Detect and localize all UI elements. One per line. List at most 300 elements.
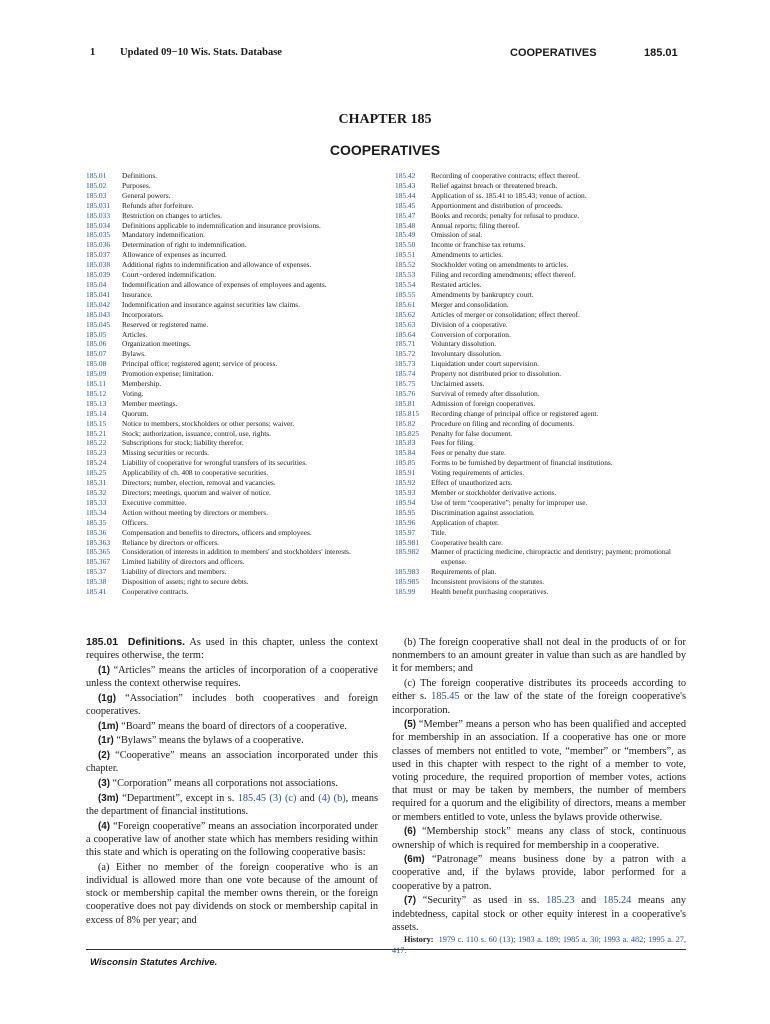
toc-entry[interactable] <box>395 508 695 518</box>
definition-text: “Association” includes both cooperatives and foreign cooperatives. <box>86 692 378 718</box>
toc-section-number[interactable]: 185.034 <box>86 220 111 230</box>
section-185-01-intro <box>86 636 378 662</box>
toc-section-title: Definitions applicable to indemnification and insurance provisions. <box>122 220 321 230</box>
toc-section-title: Annual reports; filing thereof. <box>431 220 520 230</box>
subsection-label: (2) <box>98 750 110 762</box>
toc-section-number[interactable]: 185.82 <box>395 418 416 428</box>
toc-section-title: Insurance. <box>122 289 153 299</box>
history-label: History: <box>404 935 434 945</box>
toc-section-title: Member meetings. <box>122 398 178 408</box>
definition-text: “Corporation” means all corporations not associations. <box>109 778 338 790</box>
toc-entry[interactable] <box>86 528 386 538</box>
toc-section-title: Cooperative contracts. <box>122 587 189 597</box>
toc-entry[interactable] <box>86 379 386 389</box>
toc-section-title: Penalty for false document. <box>431 428 513 438</box>
toc-section-title: Directors; number, election, removal and vacancies. <box>122 478 276 488</box>
toc-section-title: Principal office; registered agent; service of process. <box>122 359 278 369</box>
toc-entry[interactable] <box>395 171 695 181</box>
definition-6 <box>392 825 686 851</box>
toc-section-number[interactable]: 185.035 <box>86 230 111 240</box>
toc-section-number[interactable]: 185.06 <box>86 339 107 349</box>
toc-section-title: Recording of cooperative contracts; effect thereof. <box>431 171 580 180</box>
toc-entry[interactable] <box>395 270 695 280</box>
subsection-label: (3m) <box>98 792 119 804</box>
toc-entry[interactable] <box>395 290 695 300</box>
toc-section-number[interactable]: 185.22 <box>86 438 107 448</box>
toc-section-number[interactable]: 185.042 <box>86 299 111 309</box>
page-number: 1 <box>90 47 96 58</box>
toc-section-number[interactable]: 185.03 <box>86 190 107 200</box>
toc-section-title: Filing and recording amendments; effect thereof. <box>431 270 576 280</box>
toc-section-number[interactable]: 185.51 <box>395 250 416 260</box>
toc-entry[interactable] <box>86 409 386 419</box>
running-section-title: COOPERATIVES <box>510 47 597 59</box>
toc-entry[interactable] <box>395 409 695 419</box>
database-version: Updated 09−10 Wis. Stats. Database <box>120 47 282 58</box>
toc-section-number[interactable]: 185.043 <box>86 309 111 319</box>
toc-entry[interactable] <box>395 379 695 389</box>
toc-section-title: Reserved or registered name. <box>122 319 209 329</box>
toc-entry[interactable] <box>86 330 386 340</box>
toc-section-title: Missing securities or records. <box>122 448 210 458</box>
toc-section-title: Consideration of interests in addition to members' and stockholders' interests. <box>122 547 351 557</box>
toc-section-number[interactable]: 185.05 <box>86 329 107 339</box>
toc-section-number[interactable]: 185.42 <box>395 171 416 180</box>
toc-section-title: Member or stockholder derivative actions. <box>431 488 557 497</box>
toc-section-title: Restated articles. <box>431 279 482 289</box>
toc-section-number[interactable]: 185.49 <box>395 230 416 240</box>
toc-section-number[interactable]: 185.08 <box>86 359 107 369</box>
definition-text: , means the department of financial institutions. <box>86 792 378 817</box>
paragraph-b: (b) The foreign cooperative shall not deal in the products of or for nonmembers to an amount greater in value than such as are handled by it for members; and <box>392 637 686 675</box>
toc-entry[interactable] <box>395 458 695 468</box>
toc-entry[interactable] <box>86 339 386 349</box>
subsection-label: (6m) <box>404 854 425 866</box>
toc-section-number[interactable]: 185.92 <box>395 478 416 488</box>
toc-section-number[interactable]: 185.21 <box>86 428 107 438</box>
toc-section-title: Organization meetings. <box>122 339 191 349</box>
toc-entry[interactable] <box>395 250 695 260</box>
toc-entry[interactable] <box>86 458 386 468</box>
toc-section-number[interactable]: 185.01 <box>86 171 107 180</box>
toc-section-title: Cooperative health care. <box>431 537 504 547</box>
toc-section-title: Limited liability of directors and officers. <box>122 557 245 567</box>
toc-section-title: Compensation and benefits to directors, officers and employees. <box>122 527 312 537</box>
definition-text: “Articles” means the articles of incorporation of a cooperative unless the context otherwise requires. <box>86 664 378 690</box>
toc-entry[interactable] <box>395 438 695 448</box>
toc-section-number[interactable]: 185.83 <box>395 438 416 448</box>
toc-entry[interactable] <box>395 389 695 399</box>
toc-section-title: Court−ordered indemnification. <box>122 270 217 280</box>
toc-entry[interactable] <box>86 250 386 260</box>
toc-section-title: Books and records; penalty for refusal to produce. <box>431 210 580 220</box>
toc-entry[interactable] <box>395 300 695 310</box>
toc-section-title: Fees for filing. <box>431 438 475 448</box>
toc-section-number[interactable]: 185.34 <box>86 507 107 517</box>
toc-section-number[interactable]: 185.02 <box>86 180 107 190</box>
toc-section-number[interactable]: 185.031 <box>86 200 111 210</box>
subsection-label: (4) <box>98 820 110 832</box>
statute-link[interactable]: 185.45 <box>431 691 460 703</box>
toc-section-number[interactable]: 185.25 <box>86 468 107 478</box>
toc-section-number[interactable]: 185.81 <box>395 398 416 408</box>
toc-section-number[interactable]: 185.23 <box>86 448 107 458</box>
toc-section-number[interactable]: 185.35 <box>86 517 107 527</box>
toc-section-number[interactable]: 185.54 <box>395 279 416 289</box>
subsection-label: (1r) <box>98 735 114 747</box>
toc-entry[interactable] <box>395 478 695 488</box>
toc-section-number[interactable]: 185.99 <box>395 587 416 597</box>
footer-divider <box>86 949 686 950</box>
toc-entry[interactable] <box>395 359 695 369</box>
toc-section-number[interactable]: 185.63 <box>395 319 416 329</box>
toc-section-title: Voting requirements of articles. <box>431 468 525 478</box>
toc-section-title: Application of chapter. <box>431 517 499 527</box>
running-header <box>0 47 770 67</box>
history-citations[interactable]: 1979 c. 110 s. 60 (13); 1983 a. 189; 1985 a. 30; 1993 a. 482; 1995 a. 27, 417. <box>392 935 687 955</box>
toc-entry[interactable] <box>395 349 695 359</box>
toc-section-number[interactable]: 185.85 <box>395 458 416 468</box>
toc-section-title: Manner of practicing medicine, chiropractic and dentistry; payment; promotional expense. <box>431 547 671 567</box>
toc-section-number[interactable]: 185.44 <box>395 190 416 200</box>
statute-link[interactable]: 185.24 <box>602 895 632 907</box>
toc-section-number[interactable]: 185.09 <box>86 369 107 379</box>
toc-section-number[interactable]: 185.72 <box>395 349 416 359</box>
toc-section-number[interactable]: 185.61 <box>395 299 416 309</box>
toc-entry[interactable] <box>395 518 695 528</box>
toc-section-title: Title. <box>431 527 447 537</box>
toc-section-number[interactable]: 185.74 <box>395 369 416 379</box>
toc-entry[interactable] <box>86 478 386 488</box>
statute-link[interactable]: (4) (b) <box>318 792 346 804</box>
paragraph-text: or the law of the state of the foreign cooperative's incorporation. <box>392 691 687 716</box>
toc-section-number[interactable]: 185.037 <box>86 250 111 260</box>
toc-section-number[interactable]: 185.365 <box>86 547 111 557</box>
toc-entry[interactable] <box>395 240 695 250</box>
toc-section-number[interactable]: 185.31 <box>86 478 107 488</box>
toc-entry[interactable] <box>395 181 695 191</box>
toc-section-number[interactable]: 185.983 <box>395 567 420 577</box>
definition-1g <box>86 692 378 718</box>
toc-section-number[interactable]: 185.71 <box>395 339 416 349</box>
definition-text: “Board” means the board of directors of a cooperative. <box>118 720 347 732</box>
toc-entry[interactable] <box>86 230 386 240</box>
subsection-label: (7) <box>404 895 416 907</box>
toc-section-title: Omission of seal. <box>431 230 483 240</box>
toc-entry[interactable] <box>86 508 386 518</box>
toc-section-number[interactable]: 185.75 <box>395 379 416 389</box>
toc-entry[interactable] <box>86 399 386 409</box>
toc-section-title: Liability of cooperative for wrongful transfers of its securities. <box>122 458 307 468</box>
toc-entry[interactable] <box>395 399 695 409</box>
footer-text: Wisconsin Statutes Archive. <box>90 957 218 968</box>
toc-section-number[interactable]: 185.33 <box>86 497 107 507</box>
definition-text: “Membership stock” means any class of stock, continuous ownership of which is required for membership in a cooperative. <box>392 826 686 851</box>
toc-section-title: Conversion of corporation. <box>431 329 511 339</box>
definition-1 <box>86 664 378 690</box>
toc-entry[interactable] <box>395 211 695 221</box>
body-column-right <box>392 636 686 958</box>
section-number: 185.01 <box>86 636 119 648</box>
toc-entry[interactable] <box>395 488 695 498</box>
toc-section-title: Additional rights to indemnification and allowance of expenses. <box>122 260 312 270</box>
toc-entry[interactable] <box>86 547 386 557</box>
toc-section-title: Subscriptions for stock; liability therefor. <box>122 438 244 448</box>
toc-entry[interactable] <box>395 221 695 231</box>
toc-section-title: Liquidation under court supervision. <box>431 359 539 369</box>
toc-entry[interactable] <box>86 419 386 429</box>
toc-section-number[interactable]: 185.73 <box>395 359 416 369</box>
toc-section-number[interactable]: 185.12 <box>86 388 107 398</box>
subsection-label: (1m) <box>98 720 119 732</box>
toc-section-number[interactable]: 185.41 <box>86 587 107 597</box>
toc-section-title: Indemnification and allowance of expenses of employees and agents. <box>122 279 327 289</box>
definition-text: “Cooperative” means an association incorporated under this chapter. <box>86 750 378 775</box>
toc-section-number[interactable]: 185.47 <box>395 210 416 220</box>
toc-section-title: Refunds after forfeiture. <box>122 200 194 210</box>
definition-7 <box>392 894 686 934</box>
definition-text: means any indebtedness, capital stock or other equity interest in a cooperative's assets. <box>392 895 686 933</box>
toc-section-title: Use of term “cooperative”; penalty for improper use. <box>431 497 588 507</box>
toc-entry[interactable] <box>86 181 386 191</box>
toc-section-title: Recording change of principal office or registered agent. <box>431 408 599 418</box>
toc-section-number[interactable]: 185.985 <box>395 577 420 587</box>
toc-entry[interactable] <box>395 448 695 458</box>
toc-section-number[interactable]: 185.038 <box>86 260 111 270</box>
toc-section-number[interactable]: 185.982 <box>395 547 420 557</box>
toc-entry[interactable] <box>86 518 386 528</box>
toc-section-title: Mandatory indemnification. <box>122 230 205 240</box>
toc-entry[interactable] <box>395 280 695 290</box>
toc-entry[interactable] <box>86 221 386 231</box>
running-section-number: 185.01 <box>644 47 678 59</box>
toc-section-title: Articles of merger or consolidation; effect thereof. <box>431 309 580 319</box>
definition-2 <box>86 749 378 775</box>
toc-section-number[interactable]: 185.62 <box>395 309 416 319</box>
toc-section-title: Procedure on filing and recording of documents. <box>431 418 575 428</box>
toc-section-number[interactable]: 185.14 <box>86 408 107 418</box>
toc-section-number[interactable]: 185.53 <box>395 270 416 280</box>
toc-section-title: Quorum. <box>122 408 149 418</box>
toc-section-number[interactable]: 185.04 <box>86 279 107 289</box>
toc-entry[interactable] <box>86 438 386 448</box>
toc-section-number[interactable]: 185.07 <box>86 349 107 359</box>
toc-section-title: Unclaimed assets. <box>431 379 485 389</box>
toc-section-title: Officers. <box>122 517 148 527</box>
toc-section-title: Effect of unauthorized acts. <box>431 478 513 488</box>
toc-entry[interactable] <box>86 587 386 597</box>
toc-section-number[interactable]: 185.041 <box>86 289 111 299</box>
toc-section-title: Fees or penalty due state. <box>431 448 506 458</box>
toc-entry[interactable] <box>86 260 386 270</box>
toc-section-number[interactable]: 185.38 <box>86 577 107 587</box>
toc-section-number[interactable]: 185.43 <box>395 180 416 190</box>
toc-section-number[interactable]: 185.76 <box>395 388 416 398</box>
toc-section-number[interactable]: 185.981 <box>395 537 420 547</box>
toc-entry[interactable] <box>86 211 386 221</box>
toc-entry[interactable] <box>86 577 386 587</box>
toc-entry[interactable] <box>86 300 386 310</box>
toc-entry[interactable] <box>395 330 695 340</box>
toc-entry[interactable] <box>86 369 386 379</box>
paragraph-a: (a) Either no member of the foreign cooperative who is an individual is allowed more than one vote because of the amount of stock or membership capital the member owns therein, or the foreign cooperative does not pay dividends on stock or membership capital in excess of 8% per year; and <box>86 861 378 926</box>
toc-entry[interactable] <box>395 547 695 567</box>
toc-entry[interactable] <box>86 201 386 211</box>
toc-section-title: General powers. <box>122 190 171 200</box>
toc-section-number[interactable]: 185.32 <box>86 488 107 497</box>
table-of-contents-right <box>395 171 695 597</box>
toc-entry[interactable] <box>86 429 386 439</box>
toc-entry[interactable] <box>395 230 695 240</box>
toc-section-number[interactable]: 185.95 <box>395 507 416 517</box>
toc-entry[interactable] <box>86 320 386 330</box>
toc-entry[interactable] <box>86 567 386 577</box>
toc-section-title: Requirements of plan. <box>431 567 497 577</box>
history-note <box>392 935 686 956</box>
toc-entry[interactable] <box>86 557 386 567</box>
section-title: Definitions. <box>127 636 186 648</box>
toc-section-number[interactable]: 185.36 <box>86 527 107 537</box>
toc-section-title: Definitions. <box>122 171 158 180</box>
toc-section-title: Reliance by directors or officers. <box>122 537 219 547</box>
toc-section-title: Voluntary dissolution. <box>431 339 497 349</box>
toc-section-title: Articles. <box>122 329 148 339</box>
toc-section-title: Allowance of expenses as incurred. <box>122 250 227 260</box>
definition-3 <box>86 777 378 790</box>
toc-section-number[interactable]: 185.24 <box>86 458 107 468</box>
toc-entry[interactable] <box>395 201 695 211</box>
paragraph-c <box>392 677 686 717</box>
toc-section-number[interactable]: 185.11 <box>86 379 107 389</box>
toc-section-number[interactable]: 185.45 <box>395 200 416 210</box>
statute-link[interactable]: 185.23 <box>546 895 575 907</box>
definition-5 <box>392 718 686 824</box>
toc-entry[interactable] <box>86 468 386 478</box>
toc-section-number[interactable]: 185.91 <box>395 468 416 478</box>
toc-section-title: Action without meeting by directors or members. <box>122 507 268 517</box>
toc-entry[interactable] <box>86 171 386 181</box>
chapter-heading: CHAPTER 185 <box>338 112 432 127</box>
toc-section-title: Apportionment and distribution of proceeds. <box>431 200 563 210</box>
definition-1m <box>86 720 378 733</box>
toc-section-number[interactable]: 185.48 <box>395 220 416 230</box>
toc-entry[interactable] <box>395 320 695 330</box>
toc-entry[interactable] <box>395 577 695 587</box>
toc-entry[interactable] <box>86 538 386 548</box>
subsection-label: (5) <box>404 719 416 731</box>
toc-entry[interactable] <box>86 349 386 359</box>
subsection-label: (3) <box>98 778 110 790</box>
toc-entry[interactable] <box>86 191 386 201</box>
toc-section-number[interactable]: 185.367 <box>86 557 111 567</box>
body-column-left <box>86 636 378 928</box>
paragraph-text: (c) The foreign cooperative distributes its proceeds according to either s. <box>392 678 686 703</box>
toc-section-number[interactable]: 185.94 <box>395 497 416 507</box>
toc-entry[interactable] <box>395 528 695 538</box>
toc-entry[interactable] <box>395 339 695 349</box>
toc-section-number[interactable]: 185.93 <box>395 488 416 497</box>
definition-text: and <box>296 792 319 804</box>
toc-section-title: Application of ss. 185.41 to 185.43; venue of action. <box>431 190 587 200</box>
toc-section-title: Inconsistent provisions of the statutes. <box>431 577 545 587</box>
toc-section-title: Membership. <box>122 379 162 389</box>
toc-section-title: Stock; authorization, issuance, control, use, rights. <box>122 428 272 438</box>
toc-section-number[interactable]: 185.55 <box>395 289 416 299</box>
definition-text: “Bylaws” means the bylaws of a cooperative. <box>113 735 304 747</box>
toc-entry[interactable] <box>395 567 695 577</box>
definition-text: “Foreign cooperative” means an association incorporated under a cooperative law of another state which has members residing within this state and which is operating on the following cooperative basis: <box>86 820 378 859</box>
toc-entry[interactable] <box>86 498 386 508</box>
toc-entry[interactable] <box>86 389 386 399</box>
toc-entry[interactable] <box>86 310 386 320</box>
definition-6m <box>392 853 686 893</box>
toc-section-number[interactable]: 185.036 <box>86 240 111 250</box>
statute-link[interactable]: 185.45 (3) (c) <box>237 792 297 804</box>
toc-entry[interactable] <box>86 488 386 498</box>
toc-entry[interactable] <box>86 359 386 369</box>
toc-section-number[interactable]: 185.52 <box>395 260 416 270</box>
definition-4 <box>86 820 378 860</box>
toc-section-number[interactable]: 185.84 <box>395 448 416 458</box>
toc-entry[interactable] <box>86 280 386 290</box>
toc-entry[interactable] <box>395 419 695 429</box>
toc-entry[interactable] <box>395 369 695 379</box>
definition-text: “Department”, except in s. <box>118 792 238 804</box>
toc-section-number[interactable]: 185.97 <box>395 527 416 537</box>
toc-section-number[interactable]: 185.50 <box>395 240 416 250</box>
subsection-label: (1g) <box>98 692 116 704</box>
toc-entry[interactable] <box>395 538 695 548</box>
toc-entry[interactable] <box>395 498 695 508</box>
toc-section-number[interactable]: 185.64 <box>395 329 416 339</box>
subsection-label: (1) <box>98 664 110 676</box>
toc-section-number[interactable]: 185.033 <box>86 210 111 220</box>
toc-entry[interactable] <box>395 310 695 320</box>
toc-section-title: Admission of foreign cooperatives. <box>431 398 536 408</box>
definition-text: “Patronage” means business done by a patron with a cooperative and, if the bylaws provide, labor performed for a cooperative by a patron. <box>392 854 686 892</box>
toc-section-number[interactable]: 185.96 <box>395 517 416 527</box>
toc-section-title: Forms to be furnished by department of financial institutions. <box>431 458 613 468</box>
toc-entry[interactable] <box>395 191 695 201</box>
toc-section-title: Executive committee. <box>122 497 187 507</box>
toc-section-title: Stockholder voting on amendments to articles. <box>431 260 569 270</box>
toc-section-number[interactable]: 185.37 <box>86 567 107 577</box>
toc-entry[interactable] <box>395 468 695 478</box>
toc-section-number[interactable]: 185.15 <box>86 418 107 428</box>
definition-text: “Security” as used in ss. <box>415 895 547 907</box>
toc-entry[interactable] <box>86 240 386 250</box>
toc-section-number[interactable]: 185.039 <box>86 270 111 280</box>
toc-section-number[interactable]: 185.045 <box>86 319 111 329</box>
toc-section-number[interactable]: 185.815 <box>395 408 420 418</box>
subsection-label: (6) <box>404 826 416 838</box>
toc-section-title: Restriction on changes to articles. <box>122 210 222 220</box>
toc-section-title: Health benefit purchasing cooperatives. <box>431 587 549 597</box>
toc-section-number[interactable]: 185.363 <box>86 537 111 547</box>
toc-section-title: Division of a cooperative. <box>431 319 508 329</box>
toc-entry[interactable] <box>86 270 386 280</box>
toc-section-title: Determination of right to indemnification. <box>122 240 247 250</box>
toc-entry[interactable] <box>395 429 695 439</box>
toc-section-number[interactable]: 185.825 <box>395 428 420 438</box>
toc-entry[interactable] <box>86 290 386 300</box>
toc-section-title: Relief against breach or threatened breach. <box>431 180 558 190</box>
toc-entry[interactable] <box>395 260 695 270</box>
toc-section-number[interactable]: 185.13 <box>86 398 107 408</box>
toc-entry[interactable] <box>86 448 386 458</box>
toc-entry[interactable] <box>395 587 695 597</box>
definition-text: “Member” means a person who has been qualified and accepted for membership in an association. If a cooperative has one or more classes of members not entitled to vote, “member” or “members”, as used in this chapter with respect to the right of a member to vote, voting procedure, the required proportion of member votes, actions that must or may be taken by members, the number of members required for a quorum and the eligibility of directors, means a member or members entitled to vote, unless the bylaws provide otherwise. <box>392 719 686 823</box>
